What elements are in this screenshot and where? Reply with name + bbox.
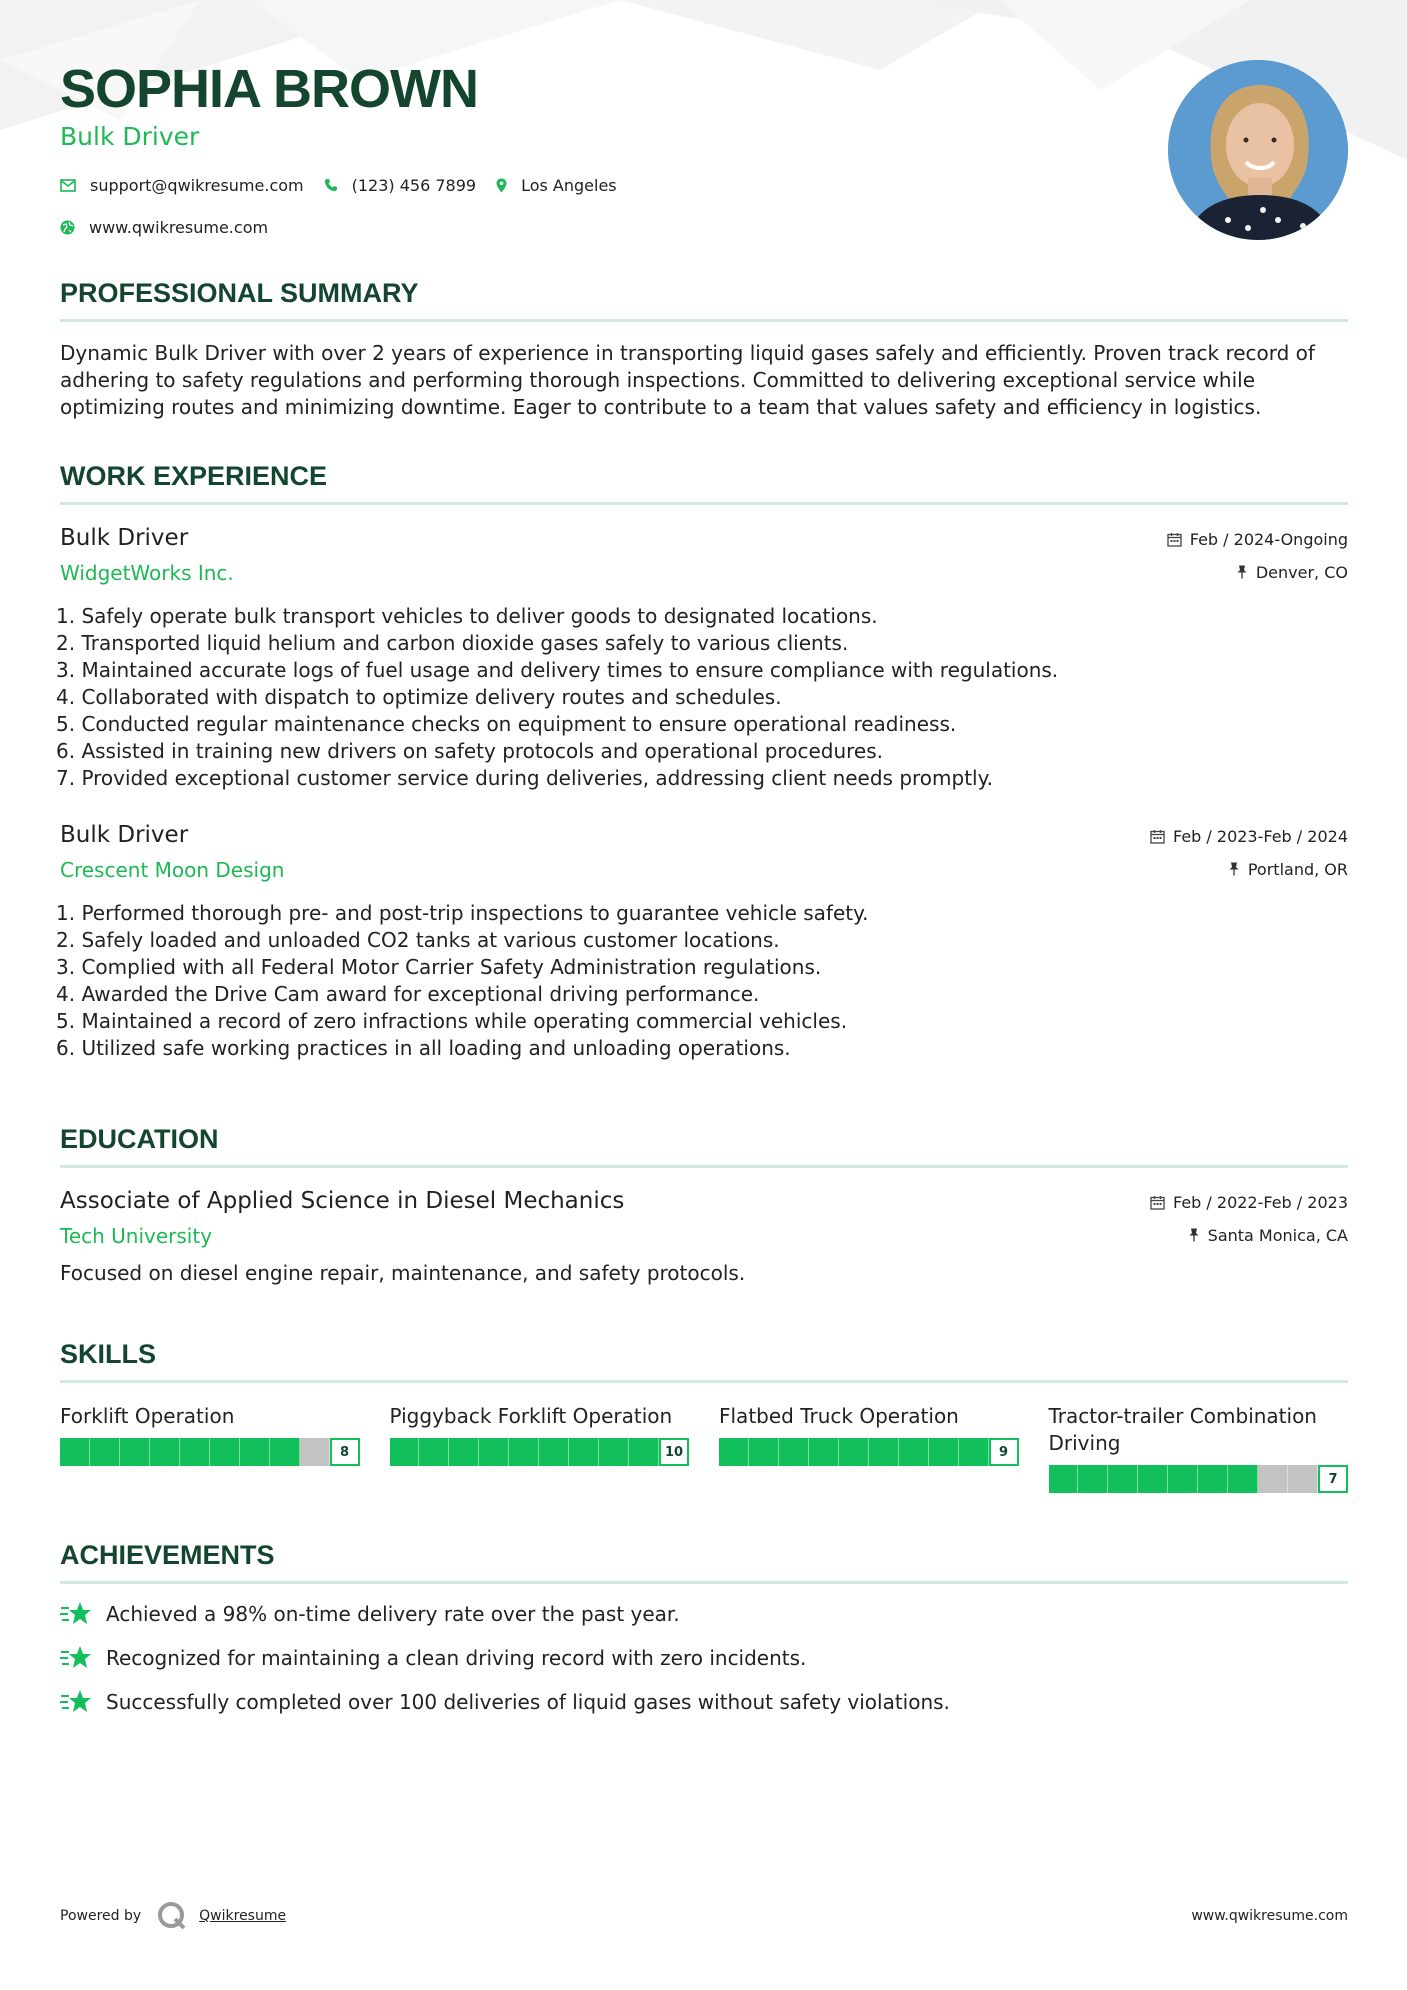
education-description: Focused on diesel engine repair, maintenance, and safety protocols. <box>60 1261 746 1285</box>
degree-title: Associate of Applied Science in Diesel Mechanics <box>60 1188 625 1214</box>
skill-item <box>60 1403 360 1493</box>
skill-item <box>719 1403 1019 1493</box>
skill-bar-segment <box>929 1438 959 1466</box>
skill-bar-segment <box>869 1438 899 1466</box>
skill-bar-segment <box>1108 1465 1138 1493</box>
footer-website-link[interactable]: www.qwikresume.com <box>1191 1908 1348 1924</box>
education-section <box>60 1124 1348 1287</box>
contact-row-website <box>60 215 1060 239</box>
summary-title: PROFESSIONAL SUMMARY <box>60 278 1348 322</box>
list-item: 3. Complied with all Federal Motor Carrier Safety Administration regulations. <box>56 955 822 979</box>
job-dates-row <box>1150 826 1348 846</box>
achievements-title: ACHIEVEMENTS <box>60 1540 1348 1584</box>
skill-bar-segment <box>1288 1465 1318 1493</box>
star-icon <box>60 1601 92 1627</box>
skill-name: Tractor-trailer Combination Driving <box>1048 1404 1317 1455</box>
profile-photo <box>1168 60 1348 240</box>
list-item: 5. Conducted regular maintenance checks on equipment to ensure operational readiness. <box>56 712 957 736</box>
job-meta <box>1167 529 1348 595</box>
skill-bar-segment <box>539 1438 569 1466</box>
pushpin-icon <box>1236 565 1248 579</box>
qwikresume-link[interactable]: Qwikresume <box>199 1908 287 1924</box>
achievements-section <box>60 1540 1348 1716</box>
job-title: Bulk Driver <box>60 525 189 551</box>
list-item: 1. Performed thorough pre- and post-trip inspections to guarantee vehicle safety. <box>56 901 869 925</box>
job-location-row <box>1167 562 1348 582</box>
skill-bar-segment <box>1258 1465 1288 1493</box>
skill-level-value: 9 <box>989 1438 1019 1466</box>
skill-bar <box>390 1438 690 1466</box>
education-entry <box>60 1188 1348 1287</box>
list-item: 4. Awarded the Drive Cam award for exceptional driving performance. <box>56 982 760 1006</box>
skill-bar-segment <box>1168 1465 1198 1493</box>
skill-bar-segment <box>839 1438 869 1466</box>
qwikresume-logo-icon <box>157 1901 187 1931</box>
achievement-text: Successfully completed over 100 deliveries of liquid gases without safety violations. <box>106 1690 950 1714</box>
phone-text: (123) 456 7899 <box>351 175 477 195</box>
skill-bar-segment <box>180 1438 210 1466</box>
job-dates: Feb / 2024-Ongoing <box>1189 529 1348 549</box>
skill-level-value: 10 <box>659 1438 689 1466</box>
education-title: EDUCATION <box>60 1124 1348 1168</box>
skill-bar-segment <box>60 1438 90 1466</box>
phone-icon <box>324 178 338 192</box>
skill-bar-segment <box>749 1438 779 1466</box>
list-item: 1. Safely operate bulk transport vehicles to deliver goods to designated locations. <box>56 604 878 628</box>
skills-title: SKILLS <box>60 1339 1348 1383</box>
achievements-list <box>60 1600 1348 1716</box>
skill-bar-segment <box>599 1438 629 1466</box>
skill-bar-segment <box>719 1438 749 1466</box>
list-item: 6. Assisted in training new drivers on safety protocols and operational procedures. <box>56 739 883 763</box>
calendar-icon <box>1167 532 1182 547</box>
job-dates: Feb / 2023-Feb / 2024 <box>1173 826 1348 846</box>
skill-name: Forklift Operation <box>60 1404 235 1428</box>
summary-text: Dynamic Bulk Driver with over 2 years of experience in transporting liquid gases safely and efficiently. Proven track record of adhering to safety regulations and performing thorough inspections. Committed to delivering exceptional service while optimizing routes and minimizing downtime. Eager to contribute to a team that values safety and efficiency in logistics. <box>60 341 1315 419</box>
portrait-image <box>1168 60 1348 240</box>
skill-name: Piggyback Forklift Operation <box>389 1404 673 1428</box>
education-dates: Feb / 2022-Feb / 2023 <box>1173 1192 1348 1212</box>
achievement-item <box>60 1600 1348 1628</box>
skill-bar <box>719 1438 1019 1466</box>
pushpin-icon <box>1228 862 1240 876</box>
calendar-icon <box>1150 1195 1165 1210</box>
skill-bar-segment <box>1138 1465 1168 1493</box>
skill-bar-segment <box>419 1438 449 1466</box>
list-item: 2. Safely loaded and unloaded CO2 tanks at various customer locations. <box>56 928 780 952</box>
resume-header <box>60 58 1060 257</box>
job-location: Denver, CO <box>1255 562 1348 582</box>
skill-bar-segment <box>150 1438 180 1466</box>
skill-bar <box>60 1438 360 1466</box>
pushpin-icon <box>1188 1228 1200 1242</box>
job-title: Bulk Driver <box>60 822 189 848</box>
skill-bar-segment <box>1078 1465 1108 1493</box>
skills-grid <box>60 1403 1348 1493</box>
education-location-row <box>1150 1225 1348 1245</box>
job-duties-list <box>56 603 1348 792</box>
envelope-icon <box>60 179 76 192</box>
summary-section <box>60 278 1348 421</box>
contact-row <box>60 173 1060 197</box>
skill-bar-segment <box>1228 1465 1258 1493</box>
location-item <box>496 176 617 195</box>
job-duties-list <box>56 900 1348 1062</box>
globe-icon <box>60 220 75 235</box>
achievement-text: Recognized for maintaining a clean driving record with zero incidents. <box>106 1646 807 1670</box>
website-item <box>60 218 268 237</box>
skill-bar-segment <box>90 1438 120 1466</box>
location-text: Los Angeles <box>521 175 617 195</box>
list-item: 5. Maintained a record of zero infractions while operating commercial vehicles. <box>56 1009 848 1033</box>
phone-item <box>324 176 476 195</box>
skill-bar-segment <box>390 1438 420 1466</box>
education-location: Santa Monica, CA <box>1207 1225 1348 1245</box>
job-location-row <box>1150 859 1348 879</box>
skill-bar-segment <box>479 1438 509 1466</box>
website-text[interactable]: www.qwikresume.com <box>89 217 269 237</box>
contact-info <box>60 173 1060 239</box>
job-company: WidgetWorks Inc. <box>60 561 234 585</box>
skill-bar-segment <box>240 1438 270 1466</box>
job-entry <box>56 525 1348 792</box>
star-icon <box>60 1689 92 1715</box>
skill-bar-segment <box>449 1438 479 1466</box>
skills-section <box>60 1339 1348 1493</box>
job-meta <box>1150 826 1348 892</box>
skill-bar-segment <box>779 1438 809 1466</box>
job-company: Crescent Moon Design <box>60 858 285 882</box>
experience-section <box>56 461 1348 1062</box>
list-item: 6. Utilized safe working practices in all loading and unloading operations. <box>56 1036 791 1060</box>
school-name: Tech University <box>60 1224 213 1248</box>
skill-name: Flatbed Truck Operation <box>719 1404 959 1428</box>
education-dates-row <box>1150 1192 1348 1212</box>
skill-bar-segment <box>629 1438 659 1466</box>
list-item: 3. Maintained accurate logs of fuel usage and delivery times to ensure compliance with regulations. <box>56 658 1059 682</box>
skill-bar-segment <box>210 1438 240 1466</box>
skill-bar-segment <box>120 1438 150 1466</box>
calendar-icon <box>1150 829 1165 844</box>
skill-item <box>390 1403 690 1493</box>
skill-bar-segment <box>509 1438 539 1466</box>
list-item: 7. Provided exceptional customer service during deliveries, addressing client needs promptly. <box>56 766 993 790</box>
page-footer <box>60 1896 1348 1936</box>
email-text[interactable]: support@qwikresume.com <box>90 175 304 195</box>
list-item: 4. Collaborated with dispatch to optimize delivery routes and schedules. <box>56 685 782 709</box>
job-entry <box>56 822 1348 1062</box>
education-meta <box>1150 1192 1348 1258</box>
skill-bar <box>1049 1465 1349 1493</box>
skill-level-value: 7 <box>1318 1465 1348 1493</box>
achievement-item <box>60 1644 1348 1672</box>
job-location: Portland, OR <box>1247 859 1348 879</box>
skill-bar-segment <box>959 1438 989 1466</box>
skill-bar-segment <box>569 1438 599 1466</box>
map-pin-icon <box>496 178 507 193</box>
powered-by-text: Powered by <box>60 1908 142 1924</box>
skill-bar-segment <box>809 1438 839 1466</box>
star-icon <box>60 1645 92 1671</box>
candidate-role: Bulk Driver <box>60 122 200 151</box>
skill-level-value: 8 <box>330 1438 360 1466</box>
skill-bar-segment <box>1198 1465 1228 1493</box>
achievement-text: Achieved a 98% on-time delivery rate over the past year. <box>106 1602 680 1626</box>
experience-title: WORK EXPERIENCE <box>60 461 1348 505</box>
skill-bar-segment <box>899 1438 929 1466</box>
skill-item <box>1049 1403 1349 1493</box>
skill-bar-segment <box>300 1438 330 1466</box>
skill-bar-segment <box>270 1438 300 1466</box>
skill-bar-segment <box>1049 1465 1079 1493</box>
job-dates-row <box>1167 529 1348 549</box>
candidate-name: SOPHIA BROWN <box>60 59 478 119</box>
email-item <box>60 176 304 195</box>
list-item: 2. Transported liquid helium and carbon dioxide gases safely to various clients. <box>56 631 849 655</box>
achievement-item <box>60 1688 1348 1716</box>
